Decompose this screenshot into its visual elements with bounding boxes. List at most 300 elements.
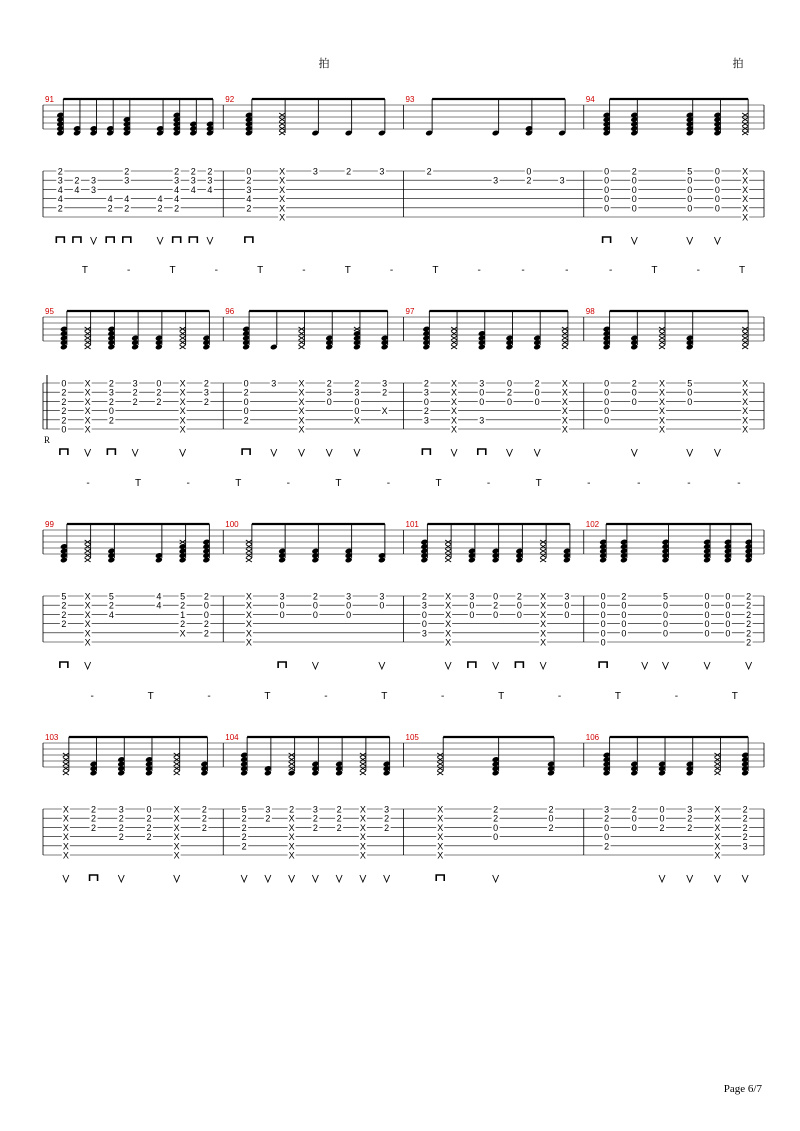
tab-fret-number: 0 bbox=[564, 609, 570, 620]
notehead-x bbox=[437, 771, 443, 775]
tab-fret-number: 0 bbox=[479, 387, 485, 398]
upstroke-mark bbox=[493, 875, 499, 882]
tab-fret-number: 0 bbox=[600, 600, 606, 611]
tab-fret-number: X bbox=[359, 832, 366, 843]
upstroke-mark bbox=[493, 662, 499, 669]
upstroke-mark bbox=[704, 662, 710, 669]
tab-fret-number: 4 bbox=[156, 591, 162, 602]
tab-fret-number: 0 bbox=[312, 609, 318, 620]
upstroke-mark bbox=[312, 662, 318, 669]
tab-fret-number: 4 bbox=[57, 194, 63, 205]
tab-fret-number: 2 bbox=[604, 841, 610, 852]
measure-number: 94 bbox=[585, 95, 595, 104]
tab-fret-number: 0 bbox=[421, 609, 427, 620]
tab-fret-number: 0 bbox=[604, 203, 610, 214]
technique-mark: T bbox=[264, 691, 271, 702]
tab-fret-number: 0 bbox=[600, 628, 606, 639]
upstroke-mark bbox=[687, 875, 693, 882]
measure-number: 106 bbox=[585, 733, 600, 742]
tab-fret-number: X bbox=[288, 832, 295, 843]
technique-mark: T bbox=[535, 478, 542, 489]
tab-fret-number: 0 bbox=[631, 184, 637, 195]
notehead-x bbox=[246, 558, 252, 562]
tab-fret-number: X bbox=[62, 804, 69, 815]
technique-mark: - bbox=[441, 691, 445, 702]
technique-mark: - bbox=[477, 265, 481, 276]
tab-fret-number: 3 bbox=[118, 804, 124, 815]
page-number: Page 6/7 bbox=[723, 1083, 762, 1095]
technique-mark: T bbox=[435, 478, 442, 489]
tab-fret-number: 0 bbox=[631, 175, 637, 186]
tab-fret-number: X bbox=[437, 832, 444, 843]
upstroke-mark bbox=[631, 237, 637, 244]
tab-fret-number: 2 bbox=[61, 415, 67, 426]
tab-fret-number: 0 bbox=[621, 600, 627, 611]
tab-fret-number: X bbox=[298, 378, 305, 389]
tab-fret-number: X bbox=[84, 378, 91, 389]
tab-fret-number: X bbox=[179, 396, 186, 407]
downstroke-mark bbox=[515, 662, 523, 668]
downstroke-mark bbox=[478, 449, 486, 455]
tab-fret-number: X bbox=[279, 194, 286, 205]
tab-fret-number: 2 bbox=[174, 166, 180, 177]
tab-fret-number: 0 bbox=[526, 166, 532, 177]
tab-fret-number: 3 bbox=[604, 804, 610, 815]
tab-fret-number: X bbox=[84, 415, 91, 426]
upstroke-mark bbox=[451, 449, 457, 456]
measure-number: 98 bbox=[585, 307, 595, 316]
tab-fret-number: X bbox=[179, 387, 186, 398]
tab-fret-number: 3 bbox=[421, 600, 427, 611]
tab-fret-number: 0 bbox=[687, 175, 693, 186]
tab-fret-number: 2 bbox=[190, 166, 196, 177]
tab-fret-number: X bbox=[173, 804, 180, 815]
tab-fret-number: 3 bbox=[421, 628, 427, 639]
tab-fret-number: 0 bbox=[604, 415, 610, 426]
tab-fret-number: X bbox=[742, 387, 749, 398]
tab-fret-number: X bbox=[742, 406, 749, 417]
tab-fret-number: 0 bbox=[704, 619, 710, 630]
upstroke-mark bbox=[85, 662, 91, 669]
tab-fret-number: 0 bbox=[243, 396, 249, 407]
notehead-x bbox=[714, 762, 720, 766]
measure-number: 105 bbox=[405, 733, 419, 742]
tab-fret-number: 0 bbox=[714, 166, 720, 177]
tab-fret-number: X bbox=[359, 804, 366, 815]
tab-fret-number: 2 bbox=[426, 166, 432, 177]
tab-fret-number: 0 bbox=[725, 628, 731, 639]
tab-fret-number: 5 bbox=[180, 591, 186, 602]
tab-fret-number: 0 bbox=[279, 609, 285, 620]
tab-fret-number: 0 bbox=[326, 396, 332, 407]
downstroke-mark bbox=[599, 662, 607, 668]
tab-fret-number: 0 bbox=[714, 175, 720, 186]
downstroke-mark bbox=[73, 237, 81, 243]
tab-fret-number: X bbox=[84, 600, 91, 611]
notehead-x bbox=[299, 336, 305, 340]
technique-mark: - bbox=[127, 265, 131, 276]
tab-fret-number: X bbox=[245, 628, 252, 639]
technique-mark: T bbox=[257, 265, 264, 276]
tab-fret-number: X bbox=[288, 822, 295, 833]
tab-fret-number: X bbox=[540, 600, 547, 611]
tab-fret-number: 2 bbox=[382, 387, 388, 398]
tab-fret-number: X bbox=[540, 609, 547, 620]
tab-fret-number: 0 bbox=[631, 396, 637, 407]
tab-fret-number: 2 bbox=[421, 591, 427, 602]
upstroke-mark bbox=[742, 875, 748, 882]
tab-fret-number: X bbox=[742, 396, 749, 407]
tab-fret-number: X bbox=[742, 184, 749, 195]
tab-fret-number: 3 bbox=[132, 378, 138, 389]
technique-mark: - bbox=[324, 691, 328, 702]
tab-fret-number: 0 bbox=[243, 378, 249, 389]
tab-fret-number: X bbox=[179, 378, 186, 389]
technique-mark: - bbox=[565, 265, 569, 276]
upstroke-mark bbox=[354, 449, 360, 456]
notehead-x bbox=[445, 549, 451, 553]
tab-fret-number: 2 bbox=[246, 175, 252, 186]
tab-fret-number: X bbox=[742, 378, 749, 389]
tab-fret-number: 2 bbox=[659, 822, 665, 833]
technique-mark: T bbox=[235, 478, 242, 489]
tab-fret-number: 0 bbox=[246, 166, 252, 177]
tab-fret-number: 5 bbox=[687, 378, 693, 389]
notehead-x bbox=[85, 336, 91, 340]
technique-mark: T bbox=[81, 265, 88, 276]
tab-fret-number: 2 bbox=[493, 600, 499, 611]
notehead-x bbox=[742, 118, 748, 122]
technique-mark: - bbox=[696, 265, 700, 276]
measure-number: 101 bbox=[405, 520, 419, 529]
measure-number: 104 bbox=[225, 733, 239, 742]
tab-fret-number: 0 bbox=[423, 396, 429, 407]
tab-fret-number: X bbox=[445, 609, 452, 620]
tab-fret-number: 2 bbox=[132, 387, 138, 398]
tab-fret-number: 0 bbox=[564, 600, 570, 611]
tab-fret-number: 2 bbox=[146, 813, 152, 824]
tab-fret-number: 2 bbox=[516, 591, 522, 602]
downstroke-mark bbox=[278, 662, 286, 668]
measure-number: 91 bbox=[45, 95, 54, 104]
tab-fret-number: X bbox=[84, 387, 91, 398]
tab-fret-number: X bbox=[437, 850, 444, 861]
tab-fret-number: 2 bbox=[336, 813, 342, 824]
tab-fret-number: 2 bbox=[526, 175, 532, 186]
tab-fret-number: 0 bbox=[704, 609, 710, 620]
measure-97 bbox=[422, 311, 583, 456]
measure-91 bbox=[56, 99, 223, 244]
tab-fret-number: 2 bbox=[384, 813, 390, 824]
technique-mark: - bbox=[608, 265, 613, 276]
tab-fret-number: X bbox=[298, 406, 305, 417]
tab-fret-number: 0 bbox=[704, 591, 710, 602]
tab-fret-number: X bbox=[742, 175, 749, 186]
tab-fret-number: 2 bbox=[312, 591, 318, 602]
tab-fret-number: 0 bbox=[534, 387, 540, 398]
tab-fret-number: X bbox=[245, 609, 252, 620]
upstroke-mark bbox=[506, 449, 512, 456]
tab-fret-number: X bbox=[445, 600, 452, 611]
tab-fret-number: 2 bbox=[241, 832, 247, 843]
upstroke-mark bbox=[180, 449, 186, 456]
notehead-x bbox=[85, 345, 91, 349]
tab-fret-number: 0 bbox=[493, 609, 499, 620]
technique-mark: T bbox=[335, 478, 342, 489]
tab-fret-number: 1 bbox=[180, 609, 186, 620]
notehead-x bbox=[445, 558, 451, 562]
tab-fret-number: 2 bbox=[180, 600, 186, 611]
tab-fret-number: 0 bbox=[604, 166, 610, 177]
tab-fret-number: 2 bbox=[201, 813, 207, 824]
tab-fret-number: X bbox=[84, 406, 91, 417]
measure-94 bbox=[603, 99, 764, 244]
technique-mark: - bbox=[521, 265, 525, 276]
tab-fret-number: 2 bbox=[203, 378, 209, 389]
tab-fret-number: 0 bbox=[725, 609, 731, 620]
technique-mark: T bbox=[739, 265, 746, 276]
tab-clef-label: R bbox=[43, 435, 51, 445]
tab-fret-number: 3 bbox=[279, 591, 285, 602]
tab-fret-number: X bbox=[62, 822, 69, 833]
notehead-x bbox=[246, 549, 252, 553]
downstroke-mark bbox=[603, 237, 611, 243]
technique-mark: T bbox=[344, 265, 351, 276]
upstroke-mark bbox=[379, 662, 385, 669]
tab-fret-number: 2 bbox=[203, 396, 209, 407]
tab-fret-number: 2 bbox=[203, 591, 209, 602]
upstroke-mark bbox=[384, 875, 390, 882]
tab-fret-number: 0 bbox=[108, 406, 114, 417]
tab-fret-number: 0 bbox=[600, 609, 606, 620]
tab-fret-number: 0 bbox=[61, 424, 67, 435]
tab-fret-number: 2 bbox=[203, 619, 209, 630]
tab-fret-number: 0 bbox=[493, 591, 499, 602]
tab-fret-number: 0 bbox=[659, 813, 665, 824]
downstroke-mark bbox=[56, 237, 64, 243]
notehead-x bbox=[180, 336, 186, 340]
tab-fret-number: 2 bbox=[243, 415, 249, 426]
tab-fret-number: 2 bbox=[118, 822, 124, 833]
tab-fret-number: 2 bbox=[746, 591, 752, 602]
tab-fret-number: X bbox=[288, 813, 295, 824]
tab-fret-number: 2 bbox=[548, 822, 554, 833]
tab-fret-number: 0 bbox=[659, 804, 665, 815]
tab-fret-number: 3 bbox=[326, 387, 332, 398]
upstroke-mark bbox=[118, 875, 124, 882]
notehead-x bbox=[451, 336, 457, 340]
tab-fret-number: 0 bbox=[725, 591, 731, 602]
measure-number: 95 bbox=[45, 307, 54, 316]
tab-fret-number: 0 bbox=[516, 609, 522, 620]
tab-fret-number: 3 bbox=[423, 415, 429, 426]
tab-fret-number: 0 bbox=[687, 387, 693, 398]
notehead-x bbox=[714, 771, 720, 775]
tab-fret-number: 2 bbox=[742, 813, 748, 824]
tab-fret-number: 2 bbox=[312, 813, 318, 824]
upstroke-mark bbox=[687, 449, 693, 456]
tab-fret-number: 2 bbox=[289, 804, 295, 815]
tab-fret-number: X bbox=[62, 841, 69, 852]
tab-fret-number: 5 bbox=[687, 166, 693, 177]
upstroke-mark bbox=[91, 237, 97, 244]
tab-fret-number: 0 bbox=[156, 378, 162, 389]
notehead-x bbox=[289, 762, 295, 766]
tab-fret-number: 0 bbox=[379, 600, 385, 611]
tab-fret-number: X bbox=[451, 387, 458, 398]
tab-fret-number: X bbox=[714, 832, 721, 843]
tab-fret-number: 2 bbox=[132, 396, 138, 407]
measure-number: 97 bbox=[405, 307, 415, 316]
tab-fret-number: 2 bbox=[180, 619, 186, 630]
tab-fret-number: 2 bbox=[241, 813, 247, 824]
annotation-text: 拍 bbox=[318, 58, 330, 70]
tab-fret-number: 2 bbox=[534, 378, 540, 389]
tab-fret-number: 0 bbox=[604, 194, 610, 205]
tab-fret-number: 0 bbox=[146, 804, 152, 815]
tab-fret-number: X bbox=[298, 396, 305, 407]
upstroke-mark bbox=[265, 875, 271, 882]
tab-fret-number: 3 bbox=[312, 804, 318, 815]
upstroke-mark bbox=[336, 875, 342, 882]
tab-fret-number: 2 bbox=[61, 387, 67, 398]
upstroke-mark bbox=[540, 662, 546, 669]
tab-fret-number: X bbox=[451, 378, 458, 389]
upstroke-mark bbox=[132, 449, 138, 456]
tab-fret-number: X bbox=[659, 378, 666, 389]
tab-fret-number: X bbox=[445, 637, 452, 648]
tab-fret-number: X bbox=[742, 203, 749, 214]
tab-fret-number: 4 bbox=[190, 184, 196, 195]
technique-mark: - bbox=[687, 478, 691, 489]
tab-fret-number: 0 bbox=[548, 813, 554, 824]
upstroke-mark bbox=[360, 875, 366, 882]
tab-fret-number: 2 bbox=[61, 406, 67, 417]
upstroke-mark bbox=[642, 662, 648, 669]
tab-fret-number: 3 bbox=[312, 166, 318, 177]
measure-number: 100 bbox=[225, 520, 239, 529]
tab-fret-number: 4 bbox=[174, 184, 180, 195]
technique-mark: - bbox=[389, 265, 394, 276]
tab-fret-number: 2 bbox=[312, 822, 318, 833]
tab-fret-number: 2 bbox=[57, 203, 63, 214]
tab-fret-number: 0 bbox=[604, 184, 610, 195]
tab-fret-number: 3 bbox=[742, 841, 748, 852]
tab-fret-number: 5 bbox=[61, 591, 67, 602]
technique-mark: - bbox=[286, 478, 290, 489]
upstroke-mark bbox=[746, 662, 752, 669]
technique-mark: - bbox=[737, 478, 741, 489]
tab-fret-number: 2 bbox=[336, 822, 342, 833]
notehead-x bbox=[180, 345, 186, 349]
technique-mark: T bbox=[651, 265, 658, 276]
tab-fret-number: 2 bbox=[108, 415, 114, 426]
tab-fret-number: 2 bbox=[246, 203, 252, 214]
tab-fret-number: X bbox=[561, 396, 568, 407]
downstroke-mark bbox=[189, 237, 197, 243]
upstroke-mark bbox=[445, 662, 451, 669]
notehead-x bbox=[85, 558, 91, 562]
tab-fret-number: 2 bbox=[604, 813, 610, 824]
tab-fret-number: 0 bbox=[243, 406, 249, 417]
tab-fret-number: 0 bbox=[662, 600, 668, 611]
upstroke-mark bbox=[241, 875, 247, 882]
tab-fret-number: X bbox=[451, 415, 458, 426]
tab-fret-number: 2 bbox=[118, 813, 124, 824]
tab-fret-number: X bbox=[173, 850, 180, 861]
tab-fret-number: 2 bbox=[61, 609, 67, 620]
tab-fret-number: X bbox=[742, 424, 749, 435]
downstroke-mark bbox=[107, 449, 115, 455]
measure-number: 102 bbox=[585, 520, 600, 529]
tab-fret-number: X bbox=[714, 813, 721, 824]
tab-fret-number: X bbox=[742, 415, 749, 426]
tab-fret-number: X bbox=[437, 804, 444, 815]
tab-fret-number: 3 bbox=[354, 387, 360, 398]
tab-fret-number: 0 bbox=[604, 822, 610, 833]
tab-fret-number: 2 bbox=[746, 628, 752, 639]
tab-fret-number: 0 bbox=[662, 628, 668, 639]
notehead-x bbox=[742, 122, 748, 126]
tab-fret-number: 0 bbox=[631, 194, 637, 205]
upstroke-mark bbox=[659, 875, 665, 882]
tab-fret-number: 3 bbox=[108, 387, 114, 398]
downstroke-mark bbox=[60, 662, 68, 668]
tab-fret-number: 0 bbox=[469, 609, 475, 620]
tab-fret-number: 0 bbox=[687, 203, 693, 214]
tab-fret-number: 2 bbox=[746, 609, 752, 620]
tab-fret-number: 2 bbox=[207, 166, 213, 177]
tab-fret-number: 3 bbox=[564, 591, 570, 602]
tab-fret-number: 2 bbox=[241, 841, 247, 852]
tab-fret-number: X bbox=[714, 804, 721, 815]
measure-number: 92 bbox=[225, 95, 235, 104]
downstroke-mark bbox=[106, 237, 114, 243]
tab-fret-number: X bbox=[714, 822, 721, 833]
tab-fret-number: 0 bbox=[662, 619, 668, 630]
tab-fret-number: 0 bbox=[604, 175, 610, 186]
tab-fret-number: X bbox=[561, 387, 568, 398]
tab-fret-number: 0 bbox=[631, 203, 637, 214]
downstroke-mark bbox=[422, 449, 430, 455]
technique-mark: T bbox=[147, 691, 154, 702]
system-1 bbox=[43, 99, 764, 244]
tab-fret-number: X bbox=[298, 387, 305, 398]
upstroke-mark bbox=[174, 875, 180, 882]
notehead-x bbox=[659, 345, 665, 349]
tab-fret-number: X bbox=[451, 406, 458, 417]
tab-fret-number: 3 bbox=[207, 175, 213, 186]
tab-fret-number: 2 bbox=[108, 600, 114, 611]
technique-mark: - bbox=[386, 478, 391, 489]
tab-fret-number: 0 bbox=[346, 600, 352, 611]
tab-fret-number: 3 bbox=[559, 175, 565, 186]
tab-fret-number: X bbox=[84, 628, 91, 639]
notehead-x bbox=[659, 336, 665, 340]
downstroke-mark bbox=[245, 237, 253, 243]
upstroke-mark bbox=[312, 875, 318, 882]
tab-fret-number: X bbox=[298, 424, 305, 435]
tab-fret-number: 3 bbox=[479, 415, 485, 426]
technique-mark: T bbox=[498, 691, 505, 702]
measure-number: 99 bbox=[45, 520, 54, 529]
technique-mark: - bbox=[86, 478, 90, 489]
notehead-x bbox=[279, 122, 285, 126]
tab-fret-number: 2 bbox=[631, 166, 637, 177]
notehead-x bbox=[742, 131, 748, 135]
notehead-x bbox=[451, 345, 457, 349]
tab-fret-number: 2 bbox=[687, 822, 693, 833]
